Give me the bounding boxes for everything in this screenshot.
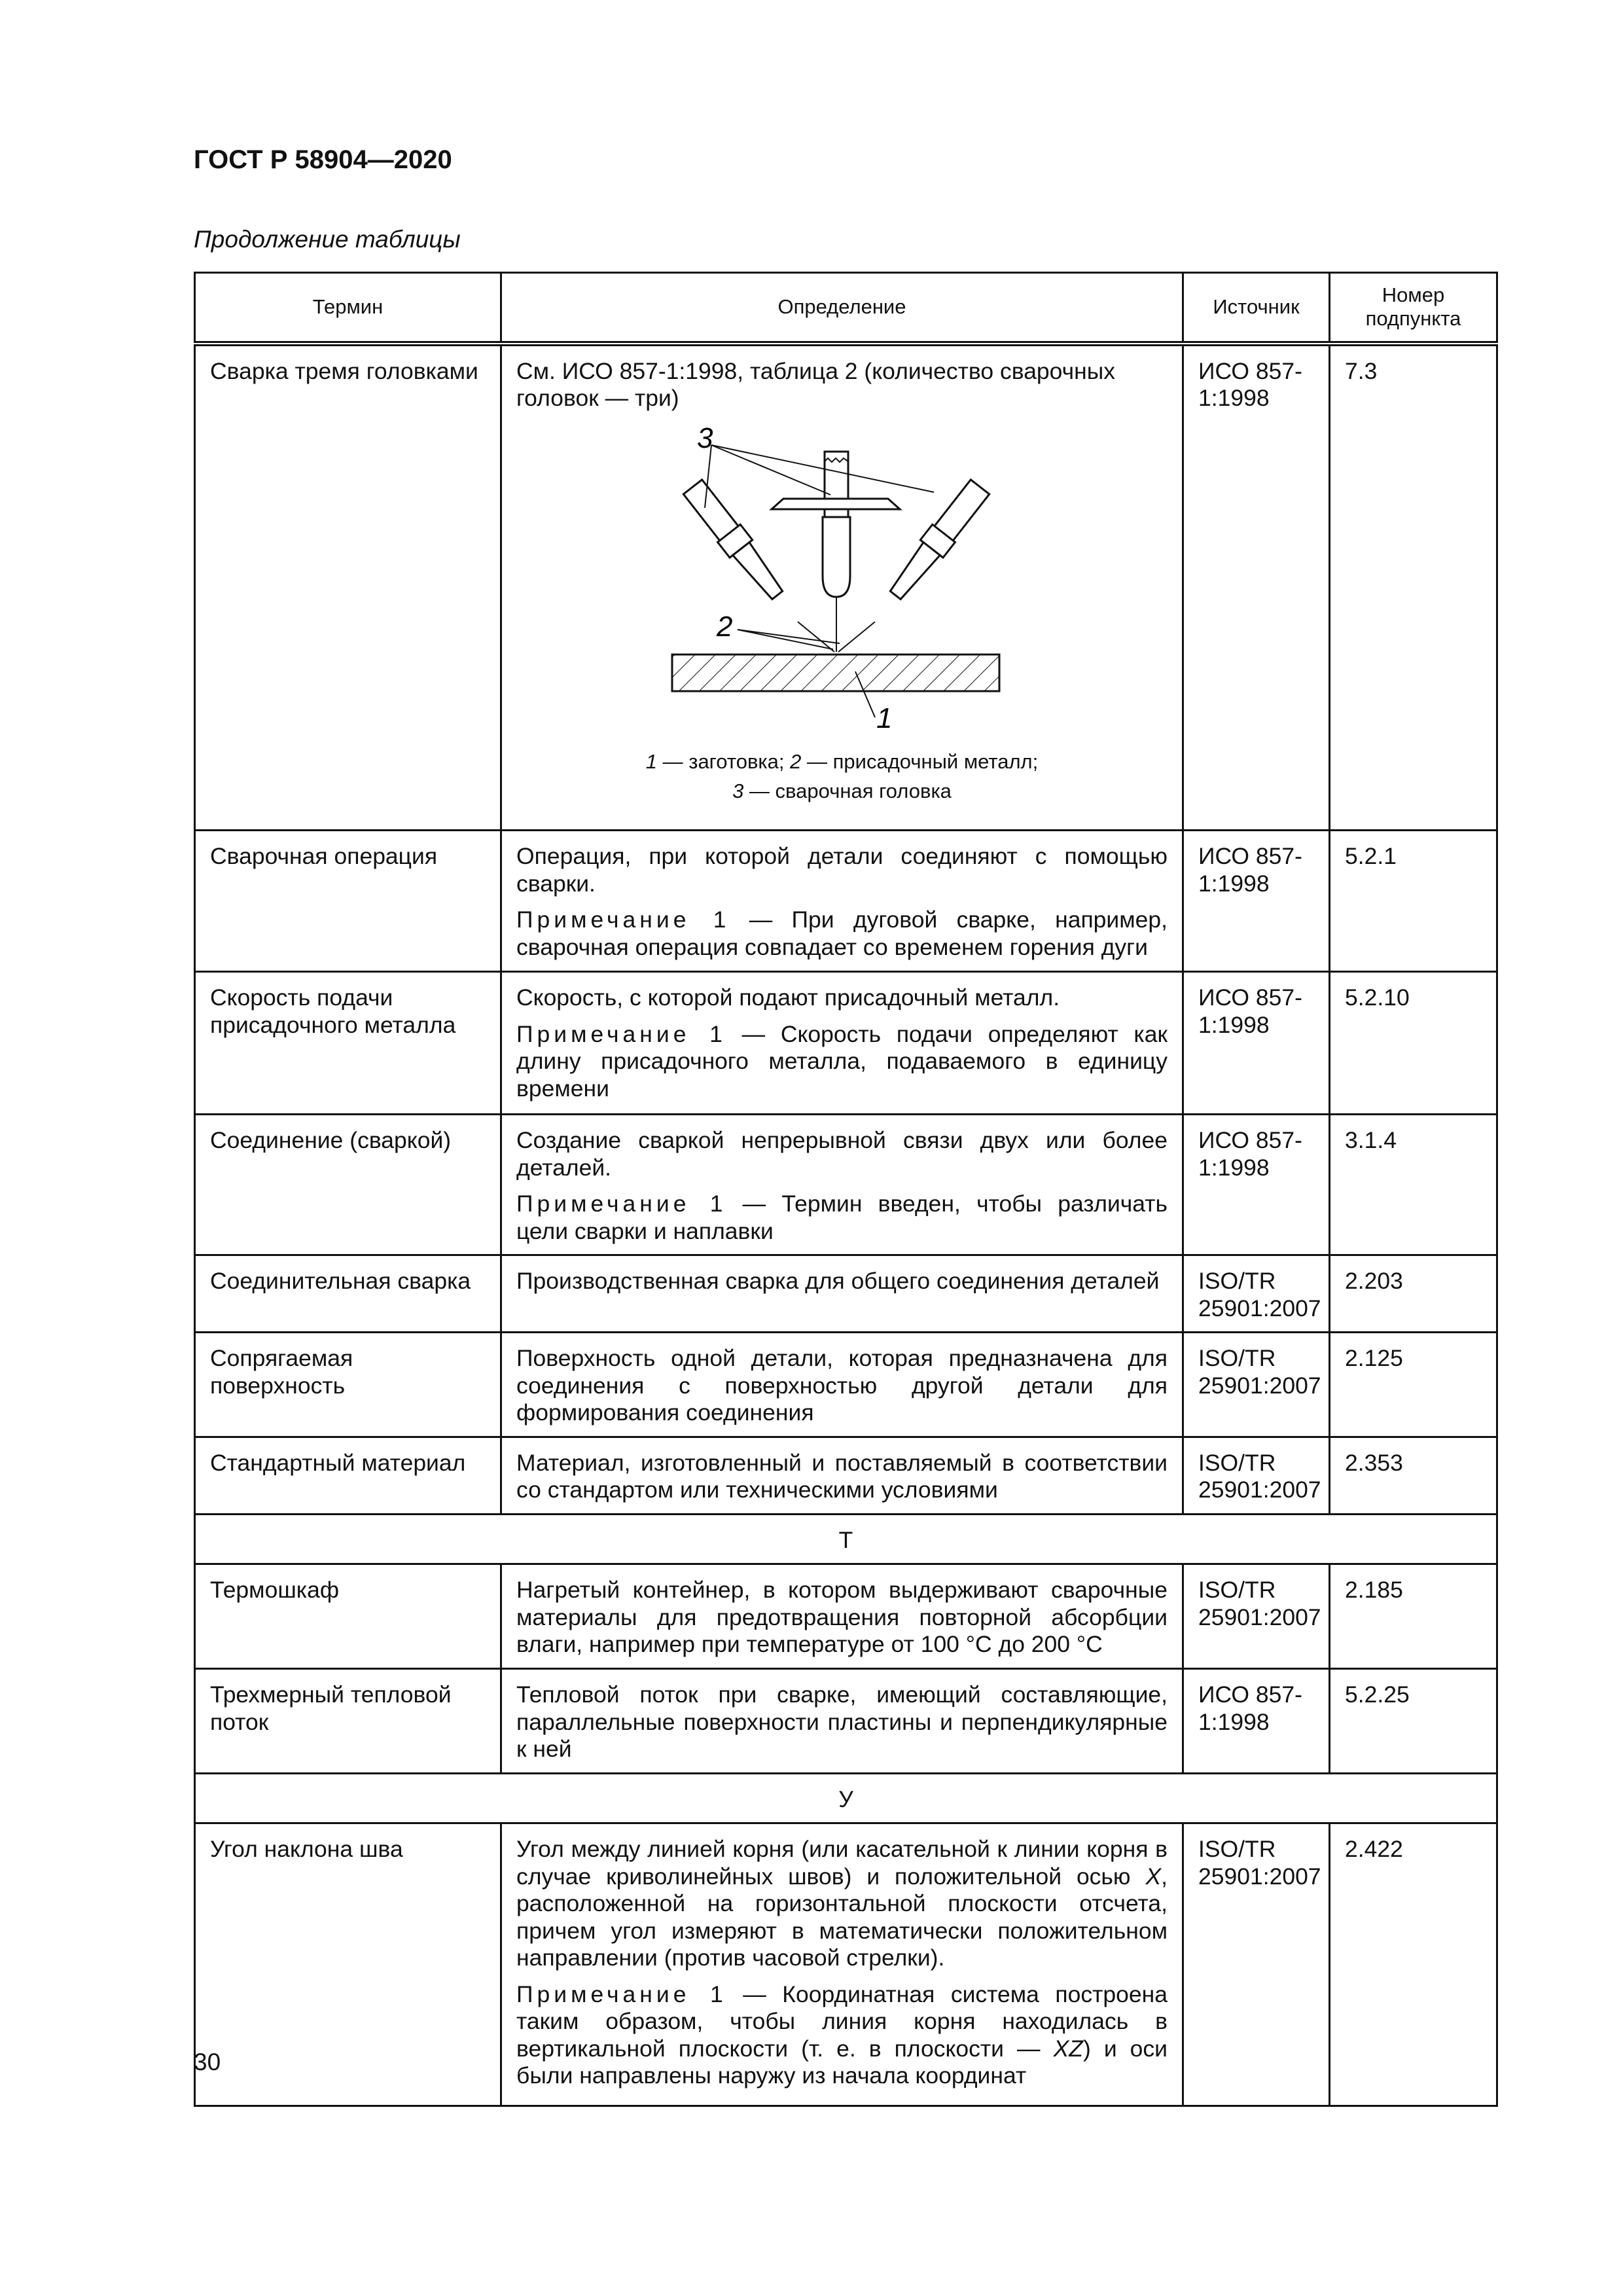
workpiece bbox=[672, 655, 999, 691]
table-row bbox=[195, 1564, 1497, 1669]
table-row bbox=[195, 1437, 1497, 1514]
column-header-source: Источник bbox=[1183, 273, 1330, 344]
definition-cell bbox=[501, 1668, 1183, 1773]
right-head-nozzle bbox=[887, 542, 940, 601]
head-bridge bbox=[772, 499, 900, 509]
term-cell: Сопрягаемая поверхность bbox=[195, 1333, 501, 1437]
document-header: ГОСТ Р 58904—2020 bbox=[194, 145, 452, 174]
source-cell: ИСО 857-1:1998 bbox=[1183, 344, 1330, 831]
table-row bbox=[195, 1823, 1497, 2106]
number-cell: 5.2.10 bbox=[1330, 972, 1497, 1115]
definition-text: Тепловой поток при сварке, имеющий составляющие, параллельные поверхности пластины и перпендикулярные к ней bbox=[516, 1681, 1168, 1763]
number-cell: 2.353 bbox=[1330, 1437, 1497, 1514]
term-cell: Соединение (сваркой) bbox=[195, 1115, 501, 1255]
number-cell: 2.422 bbox=[1330, 1823, 1497, 2106]
definition-cell bbox=[501, 1437, 1183, 1514]
table-row bbox=[195, 1668, 1497, 1773]
label-3: 3 bbox=[696, 425, 713, 454]
definition-text: Операция, при которой детали соединяют с помощью сварки. bbox=[516, 843, 1168, 897]
definition-text: Производственная сварка для общего соединения деталей bbox=[516, 1268, 1160, 1295]
term-cell: Скорость подачи присадочного металла bbox=[195, 972, 501, 1115]
filler-wire-left bbox=[798, 622, 834, 652]
left-head-nozzle bbox=[732, 542, 785, 601]
table-caption: Продолжение таблицы bbox=[194, 226, 461, 253]
page-number: 30 bbox=[194, 2049, 221, 2075]
definition-text: Угол между линией корня (или касательной к линии корня в случае криволинейных швов) и положительной осью X, расположенной на горизонтальной плоскости отсчета, причем угол измеряют в математически положительном направлении (против часовой стрелки). bbox=[516, 1836, 1168, 1971]
terms-table bbox=[194, 272, 1498, 2107]
three-heads-welding-figure bbox=[516, 425, 1168, 806]
section-letter: У bbox=[195, 1773, 1497, 1823]
definition-note: Примечание 1 — При дуговой сварке, например, сварочная операция совпадает со временем горения дуги bbox=[516, 906, 1168, 960]
table-row bbox=[195, 1115, 1497, 1255]
source-cell: ИСО 857-1:1998 bbox=[1183, 831, 1330, 972]
term-cell: Стандартный материал bbox=[195, 1437, 501, 1514]
definition-cell bbox=[501, 831, 1183, 972]
definition-cell bbox=[501, 972, 1183, 1115]
section-letter-row bbox=[195, 1773, 1497, 1823]
definition-text: Создание сваркой непрерывной связи двух или более деталей. bbox=[516, 1127, 1168, 1181]
table-row bbox=[195, 1333, 1497, 1437]
source-cell: ISO/TR 25901:2007 bbox=[1183, 1564, 1330, 1669]
source-cell: ISO/TR 25901:2007 bbox=[1183, 1255, 1330, 1333]
definition-note: Примечание 1 — Координатная система построена таким образом, чтобы линия корня находилась в вертикальной плоскости (т. е. в плоскости — XZ) и оси были направлены наружу из начала координат bbox=[516, 1981, 1168, 2089]
center-head-nozzle bbox=[823, 517, 850, 597]
source-cell: ISO/TR 25901:2007 bbox=[1183, 1437, 1330, 1514]
number-cell: 5.2.1 bbox=[1330, 831, 1497, 972]
definition-text: Нагретый контейнер, в котором выдерживают сварочные материалы для предотвращения повторной абсорбции влаги, например при температуре от 100 °С до 200 °С bbox=[516, 1577, 1168, 1658]
source-cell: ИСО 857-1:1998 bbox=[1183, 1115, 1330, 1255]
definition-note: Примечание 1 — Термин введен, чтобы различать цели сварки и наплавки bbox=[516, 1191, 1168, 1244]
term-cell: Трехмерный тепловой поток bbox=[195, 1668, 501, 1773]
term-cell: Соединительная сварка bbox=[195, 1255, 501, 1333]
number-cell: 5.2.25 bbox=[1330, 1668, 1497, 1773]
column-header-term: Термин bbox=[195, 273, 501, 344]
definition-text: Скорость, с которой подают присадочный металл. bbox=[516, 984, 1060, 1011]
source-cell: ISO/TR 25901:2007 bbox=[1183, 1333, 1330, 1437]
term-cell: Сварка тремя головками bbox=[195, 344, 501, 831]
definition-cell bbox=[501, 1333, 1183, 1437]
definition-cell bbox=[501, 1115, 1183, 1255]
source-cell: ISO/TR 25901:2007 bbox=[1183, 1823, 1330, 2106]
definition-text: Материал, изготовленный и поставляемый в соответствии со стандартом или техническими условиями bbox=[516, 1449, 1168, 1503]
label-2: 2 bbox=[716, 610, 732, 643]
column-header-number: Номер подпункта bbox=[1330, 273, 1497, 344]
term-cell: Сварочная операция bbox=[195, 831, 501, 972]
term-cell: Угол наклона шва bbox=[195, 1823, 501, 2106]
table-row bbox=[195, 344, 1497, 831]
label-1: 1 bbox=[876, 702, 892, 733]
section-letter: Т bbox=[195, 1514, 1497, 1564]
number-cell: 3.1.4 bbox=[1330, 1115, 1497, 1255]
definition-cell bbox=[501, 1255, 1183, 1333]
definition-cell bbox=[501, 1564, 1183, 1669]
column-header-definition: Определение bbox=[501, 273, 1183, 344]
table-row bbox=[195, 972, 1497, 1115]
number-cell: 2.203 bbox=[1330, 1255, 1497, 1333]
table-header-row bbox=[195, 273, 1497, 344]
definition-text: См. ИСО 857-1:1998, таблица 2 (количество сварочных головок — три) bbox=[516, 357, 1116, 412]
table-row bbox=[195, 1255, 1497, 1333]
welding-diagram bbox=[659, 425, 1026, 733]
filler-wire-right bbox=[838, 622, 875, 652]
section-letter-row bbox=[195, 1514, 1497, 1564]
table-row bbox=[195, 831, 1497, 972]
source-cell: ИСО 857-1:1998 bbox=[1183, 1668, 1330, 1773]
definition-note: Примечание 1 — Скорость подачи определяют как длину присадочного металла, подаваемого в единицу времени bbox=[516, 1020, 1168, 1102]
term-cell: Термошкаф bbox=[195, 1564, 501, 1669]
definition-cell bbox=[501, 1823, 1183, 2106]
number-cell: 2.125 bbox=[1330, 1333, 1497, 1437]
definition-cell bbox=[501, 344, 1183, 831]
source-cell: ИСО 857-1:1998 bbox=[1183, 972, 1330, 1115]
number-cell: 7.3 bbox=[1330, 344, 1497, 831]
number-cell: 2.185 bbox=[1330, 1564, 1497, 1669]
figure-legend: 1 — заготовка; 2 — присадочный металл; 3 — сварочная головка bbox=[645, 749, 1039, 802]
definition-text: Поверхность одной детали, которая предназначена для соединения с поверхностью другой детали для формирования соединения bbox=[516, 1345, 1168, 1426]
